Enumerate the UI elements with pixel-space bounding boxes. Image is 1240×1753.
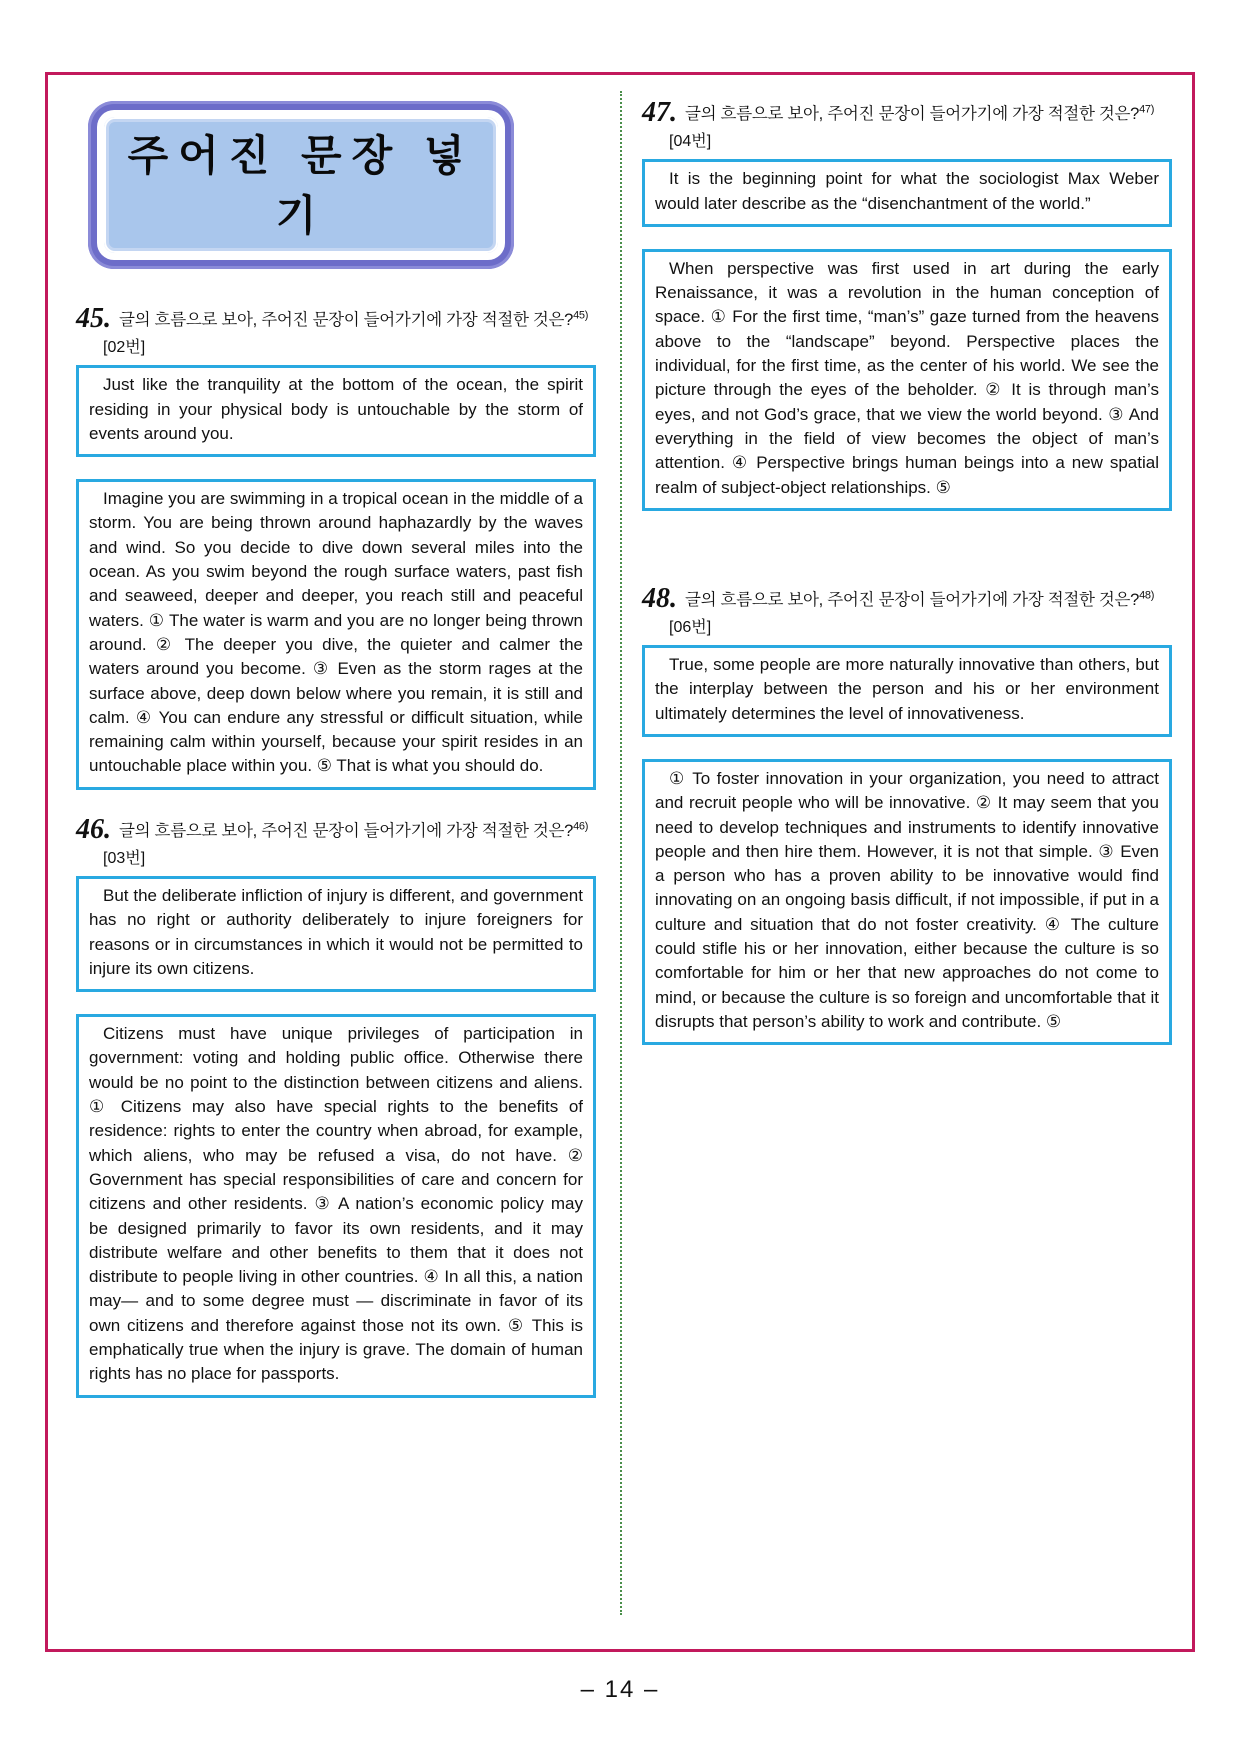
left-column [76,99,596,1424]
given-sentence-text: But the deliberate infliction of injury is different, and government has no right or authority deliberately to injure foreigners for reasons or in circumstances in which it would not be permitted to injure its own citizens. [89,885,583,978]
given-sentence-box [642,159,1172,227]
question-number: 47. [642,97,677,128]
passage-box [76,1014,596,1397]
banner-white-ring [97,110,505,260]
page-number: – 14 – [580,1676,660,1703]
question-prompt: 글의 흐름으로 보아, 주어진 문장이 들어가기에 가장 적절한 것은?$^{45)}$ [119,309,589,329]
section-title: 주어진 문장 넣기 [127,132,475,239]
question-prompt: 글의 흐름으로 보아, 주어진 문장이 들어가기에 가장 적절한 것은?$^{48)}$ [685,589,1155,609]
question-46 [76,813,596,1398]
question-46-header [76,813,596,868]
banner-blue-panel [104,117,498,253]
footnote-ref: 47) [1139,103,1155,116]
given-sentence-box [76,876,596,992]
right-column [642,99,1172,1071]
passage-box [642,759,1172,1045]
passage-box [642,249,1172,511]
given-sentence-box [76,365,596,457]
question-prompt: 글의 흐름으로 보아, 주어진 문장이 들어가기에 가장 적절한 것은?$^{46)}$ [119,820,589,840]
source-label: [02번] [103,339,146,357]
passage-text: When perspective was first used in art during the early Renaissance, it was a revolution in the human conception of space. ① For the first time, “man’s” gaze turned from the heavens above to the “landscape” beyond. Perspective places the individual, for the first time, as the center of his world. We see the picture through the eyes of the beholder. ② It is through man’s eyes, and not God’s grace, that we view the world beyond. ③ And everything in the field of view becomes the object of man’s attention. ④ Perspective brings human beings into a new spatial realm of subject-object relationships. ⑤ [655,258,1159,497]
question-48 [642,582,1172,1045]
given-sentence-text: It is the beginning point for what the sociologist Max Weber would later describe as the “disenchantment of the world.” [655,169,1159,213]
given-sentence-text: Just like the tranquility at the bottom of the ocean, the spirit residing in your physical body is untouchable by the storm of events around you. [89,375,583,443]
footnote-ref: 48) [1139,589,1155,602]
section-title-banner [88,101,514,269]
page-border-frame [45,72,1195,1652]
question-47-header [642,99,1172,151]
question-45-header [76,305,596,357]
source-label: [03번] [103,849,146,867]
passage-text: Citizens must have unique privileges of participation in government: voting and holding public office. Otherwise there would be no point to the distinction between citizens and aliens. ① Citizens may also have special rights to the benefits of residence: rights to enter the country when abroad, for example, which aliens, who may be refused a visa, do not have. ② Government has special responsibilities of care and concern for citizens and other residents. ③ A nation’s economic policy may be designed primarily to favor its own residents, and it may distribute welfare and other benefits to them that it does not distribute to people living in other countries. ④ In all this, a nation may— and to some degree must — discriminate in favor of its own citizens and therefore against those not its own. ⑤ This is emphatically true when the injury is grave. The domain of human rights has no place for passports. [89,1024,583,1384]
source-label: [04번] [669,133,712,151]
given-sentence-box [642,645,1172,737]
passage-text: Imagine you are swimming in a tropical ocean in the middle of a storm. You are being thrown around haphazardly by the waves and wind. So you decide to dive down several miles into the ocean. As you swim beyond the rough surface waters, past fish and seaweed, deeper and deeper, you reach still and peaceful waters. ① The water is warm and you are no longer being thrown around. ② The deeper you dive, the quieter and calmer the waters around you become. ③ Even as the storm rages at the surface above, deep down below where you remain, it is still and calm. ④ You can endure any stressful or difficult situation, while remaining calm within yourself, because your spirit resides in an untouchable place within you. ⑤ That is what you should do. [89,489,583,776]
question-number: 45. [76,303,111,334]
question-47 [642,99,1172,511]
footnote-ref: 45) [573,309,589,322]
given-sentence-text: True, some people are more naturally innovative than others, but the interplay between the person and his or her environment ultimately determines the level of innovativeness. [655,655,1159,723]
question-48-header [642,582,1172,637]
question-number: 48. [642,582,677,614]
footnote-ref: 46) [573,820,589,833]
question-prompt: 글의 흐름으로 보아, 주어진 문장이 들어가기에 가장 적절한 것은?$^{47)}$ [685,103,1155,123]
question-number: 46. [76,813,111,845]
question-45 [76,305,596,790]
passage-box [76,479,596,790]
column-divider [620,91,622,1615]
passage-text: ① To foster innovation in your organization, you need to attract and recruit people who will be innovative. ② It may seem that you need to develop techniques and instruments to identify innovative people and then hire them. However, it is not that simple. ③ Even a person who has a proven ability to be innovative would find innovating on an ongoing basis difficult, if not impossible, if put in a culture and situation that do not foster creativity. ④ The culture could stifle his or her innovation, either because the culture is so comfortable for him or her that new approaches do not come to mind, or because the culture is so foreign and uncomfortable that it disrupts that person’s ability to work and contribute. ⑤ [655,768,1159,1031]
source-label: [06번] [669,619,712,637]
